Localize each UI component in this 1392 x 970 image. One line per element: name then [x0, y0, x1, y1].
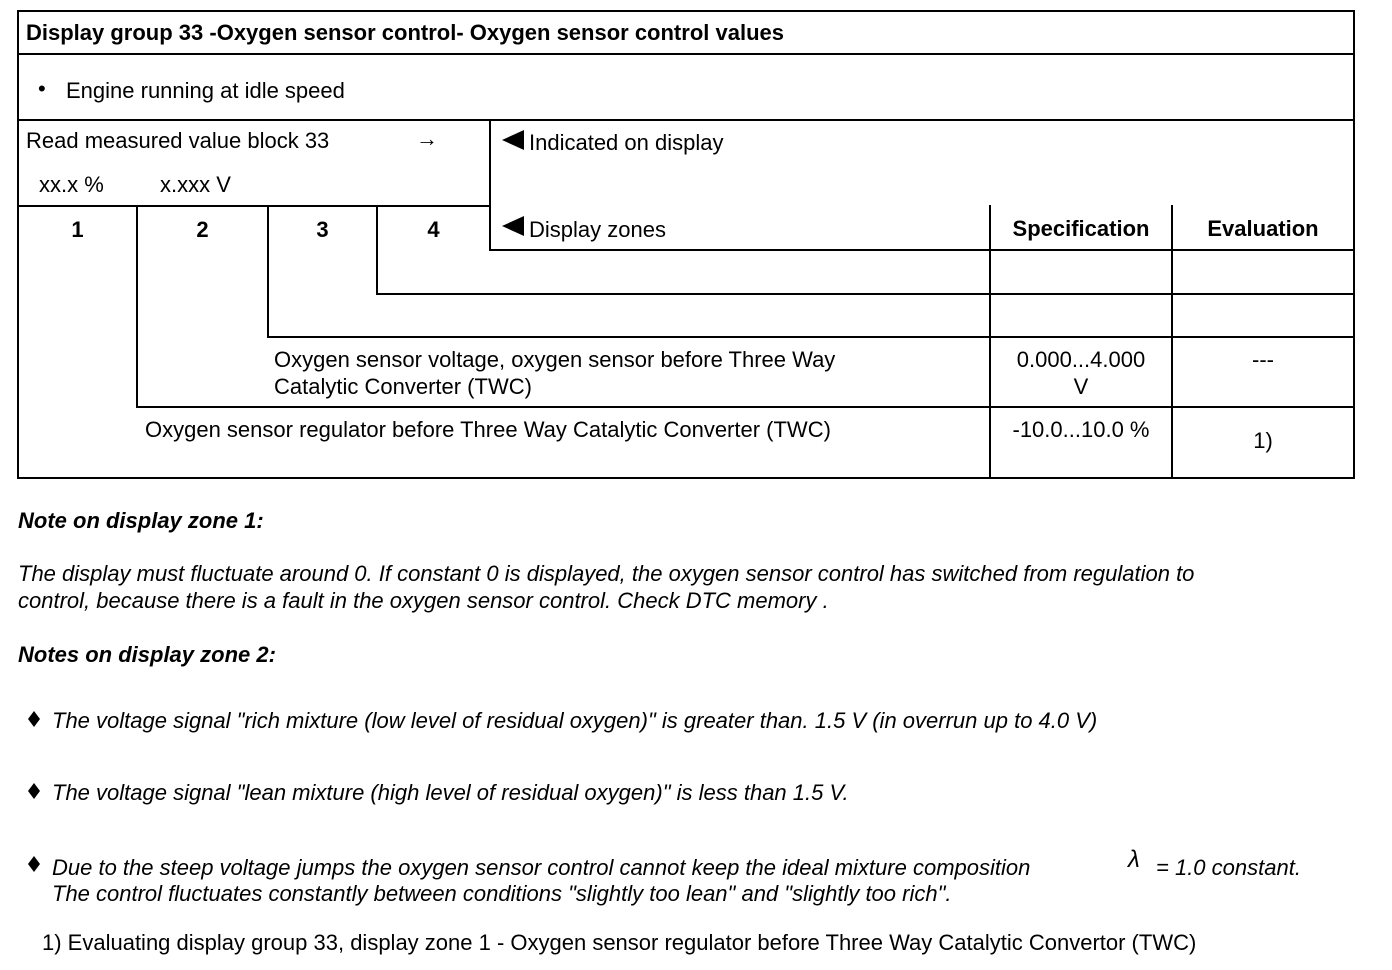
diamond-bullet-icon	[28, 856, 40, 872]
note-bullet-3-line1a: Due to the steep voltage jumps the oxygen sensor control cannot keep the ideal mixture composition	[52, 855, 1031, 880]
specification-header: Specification	[1012, 216, 1150, 241]
condition-text: Engine running at idle speed	[66, 78, 345, 103]
left-triangle-icon	[502, 216, 524, 236]
lambda-symbol: λ	[1128, 846, 1140, 873]
note-zone1-heading: Note on display zone 1:	[18, 508, 264, 533]
note-bullet-3-line1b: = 1.0 constant.	[1156, 855, 1301, 880]
evaluation-header: Evaluation	[1207, 216, 1319, 241]
footnote: 1) Evaluating display group 33, display zone 1 - Oxygen sensor regulator before Three Way Catalytic Convertor (TWC)	[42, 930, 1197, 955]
zone2-spec-line1: 0.000...4.000	[1016, 347, 1146, 372]
rule-below-condition	[17, 119, 1355, 121]
read-block-label: Read measured value block 33	[26, 128, 330, 153]
note-bullet-3-line2: The control fluctuates constantly between conditions "slightly too lean" and "slightly too rich".	[52, 881, 952, 906]
rule-below-headers	[490, 249, 1355, 251]
diamond-bullet-icon	[28, 711, 40, 727]
zone1-evaluation: 1)	[1253, 428, 1273, 453]
condition-bullet: •	[38, 76, 46, 101]
note-zone2-heading: Notes on display zone 2:	[18, 642, 276, 667]
rule-below-title	[17, 53, 1355, 55]
table-border-top	[17, 10, 1355, 12]
zone2-spec-line2: V	[1073, 374, 1089, 399]
table-title: Display group 33 -Oxygen sensor control- Oxygen sensor control values	[26, 20, 784, 45]
table-border-left	[17, 10, 19, 479]
zone2-evaluation: ---	[1252, 347, 1274, 372]
zone1-description: Oxygen sensor regulator before Three Way Catalytic Converter (TWC)	[145, 417, 831, 442]
indicated-label: Indicated on display	[529, 130, 724, 155]
note-bullet-1: The voltage signal "rich mixture (low level of residual oxygen)" is greater than. 1.5 V (in overrun up to 4.0 V)	[52, 708, 1098, 733]
rule-display-divider	[489, 119, 491, 251]
zone2-description-line1: Oxygen sensor voltage, oxygen sensor before Three Way	[274, 347, 836, 372]
rule-zone4	[376, 293, 1355, 295]
note-zone1-line2: control, because there is a fault in the oxygen sensor control. Check DTC memory .	[18, 588, 829, 613]
zone-number-3: 3	[316, 217, 329, 242]
format-zone2: x.xxx V	[160, 172, 231, 197]
table-border-right	[1353, 10, 1355, 479]
rule-below-read-block	[17, 205, 491, 207]
rule-zone3	[267, 336, 1355, 338]
note-zone1-line1: The display must fluctuate around 0. If constant 0 is displayed, the oxygen sensor control has switched from regulation to	[18, 561, 1195, 586]
zone-number-4: 4	[427, 217, 440, 242]
zone-number-1: 1	[71, 217, 84, 242]
format-zone1: xx.x %	[39, 172, 104, 197]
zone-number-2: 2	[196, 217, 209, 242]
table-border-bottom	[17, 477, 1355, 479]
zone2-description-line2: Catalytic Converter (TWC)	[274, 374, 532, 399]
right-arrow-icon: →	[416, 126, 438, 151]
note-bullet-2: The voltage signal "lean mixture (high level of residual oxygen)" is less than 1.5 V.	[52, 780, 849, 805]
left-triangle-icon	[502, 130, 524, 150]
zone1-spec: -10.0...10.0 %	[1012, 417, 1150, 442]
diamond-bullet-icon	[28, 783, 40, 799]
display-zones-label: Display zones	[529, 217, 666, 242]
